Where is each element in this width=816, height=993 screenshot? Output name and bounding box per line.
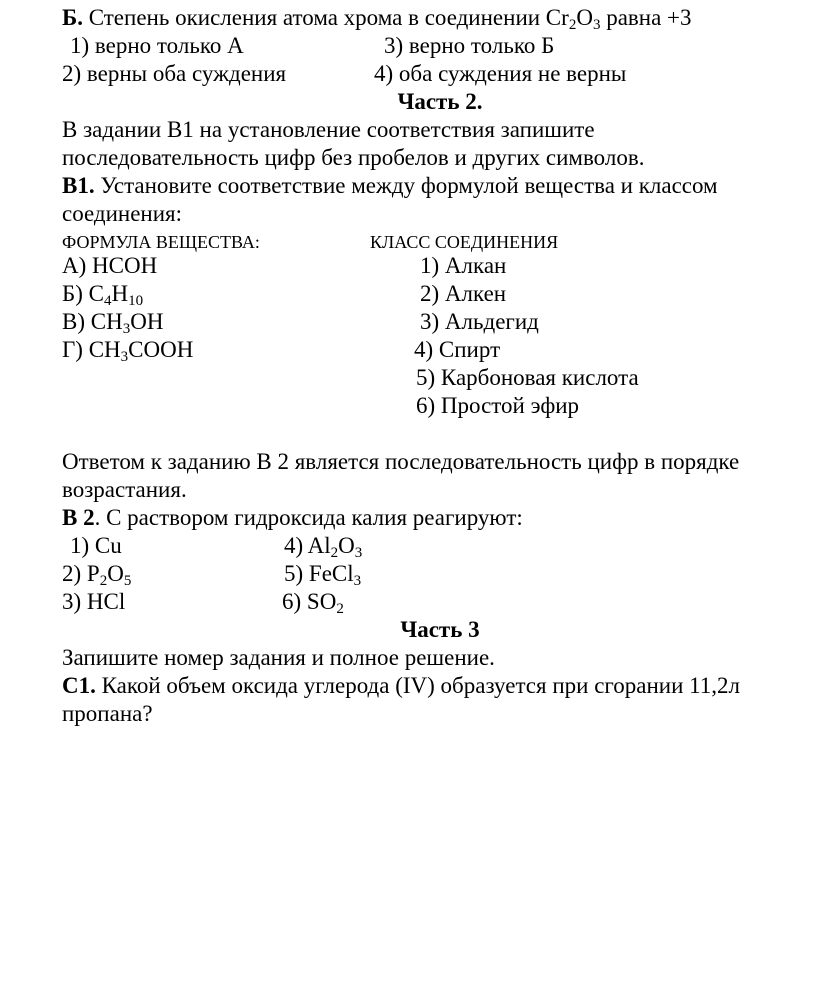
question-b-label: Б. (62, 5, 83, 30)
subscript: 2 (99, 573, 108, 589)
formula-part: 6) SO (282, 589, 337, 614)
b1-text: Установите соответствие между формулой вещества и классом (94, 173, 718, 198)
option-4: 4) оба суждения не верны (374, 61, 627, 86)
formula-part: 4) Al (284, 533, 331, 558)
class-item-1: 1) Алкан (420, 253, 507, 278)
b2-option-1: 1) Cu (70, 533, 122, 558)
subscript: 2 (330, 545, 339, 561)
c1-label: С1. (62, 673, 96, 698)
subscript: 4 (103, 293, 112, 309)
subscript: 3 (354, 545, 363, 561)
b2-question (62, 504, 523, 532)
subscript: 2 (336, 601, 344, 617)
b2-note-line-1: Ответом к заданию В 2 является последовательность цифр в порядке (62, 449, 740, 474)
subscript: 3 (120, 349, 129, 365)
option-1: 1) верно только А (70, 33, 244, 58)
formula-part: OH (130, 309, 164, 334)
formula-part: Г) CH (62, 337, 121, 362)
b2-option-3: 3) HCl (62, 589, 126, 614)
class-item-2: 2) Алкен (420, 281, 507, 306)
part-2-intro-line-1: В задании В1 на установление соответствия запишите (62, 117, 595, 142)
b2-option-4 (284, 532, 362, 560)
c1-question-line-1 (62, 672, 740, 700)
c1-text: Какой объем оксида углерода (IV) образуется при сгорании 11,2л (95, 673, 741, 698)
subscript: 3 (122, 321, 131, 337)
b2-option-5 (284, 560, 361, 588)
part-2-intro-line-2: последовательность цифр без пробелов и других символов. (62, 145, 645, 170)
column-header-formula: ФОРМУЛА ВЕЩЕСТВА: (62, 232, 260, 252)
formula-part: H (111, 281, 129, 306)
formula-part: 2) P (62, 561, 100, 586)
class-item-3: 3) Альдегид (420, 309, 539, 334)
subscript: 2 (568, 17, 577, 33)
formula-part: Б) C (62, 281, 104, 306)
b2-label: В 2 (62, 505, 95, 530)
option-3: 3) верно только Б (384, 33, 555, 58)
b2-option-2 (62, 560, 131, 588)
formula-part: 5) FeCl (284, 561, 354, 586)
subscript: 5 (123, 573, 132, 589)
formula-b (62, 280, 143, 308)
formula-part: O (107, 561, 124, 586)
b2-option-6 (282, 588, 344, 616)
subscript: 10 (128, 293, 144, 309)
formula-a: А) HCOH (62, 253, 158, 278)
b1-question-line-1 (62, 172, 718, 200)
question-b-line (62, 4, 692, 32)
column-header-class: КЛАСС СОЕДИНЕНИЯ (370, 232, 559, 252)
class-item-5: 5) Карбоновая кислота (416, 365, 639, 390)
b2-text: . С раствором гидроксида калия реагируют: (94, 505, 523, 530)
b1-label: В1. (62, 173, 95, 198)
c1-question-line-2: пропана? (62, 701, 153, 726)
class-item-6: 6) Простой эфир (416, 393, 580, 418)
subscript: 3 (592, 17, 601, 33)
formula-v (62, 308, 163, 336)
subscript: 3 (353, 573, 362, 589)
part-2-title: Часть 2. (397, 89, 483, 114)
class-item-4: 4) Спирт (414, 337, 501, 362)
question-b-text-end: равна +3 (600, 5, 692, 30)
part-3-intro: Запишите номер задания и полное решение. (62, 645, 495, 670)
question-b-text: Степень окисления атома хрома в соединении Cr (82, 5, 569, 30)
b1-question-line-2: соединения: (62, 201, 183, 226)
option-2: 2) верны оба суждения (62, 61, 287, 86)
formula-g (62, 336, 193, 364)
formula-part: O (576, 5, 593, 30)
part-3-title: Часть 3 (400, 617, 480, 642)
formula-part: В) CH (62, 309, 123, 334)
b2-note-line-2: возрастания. (62, 477, 187, 502)
formula-part: COOH (128, 337, 194, 362)
formula-part: O (338, 533, 355, 558)
